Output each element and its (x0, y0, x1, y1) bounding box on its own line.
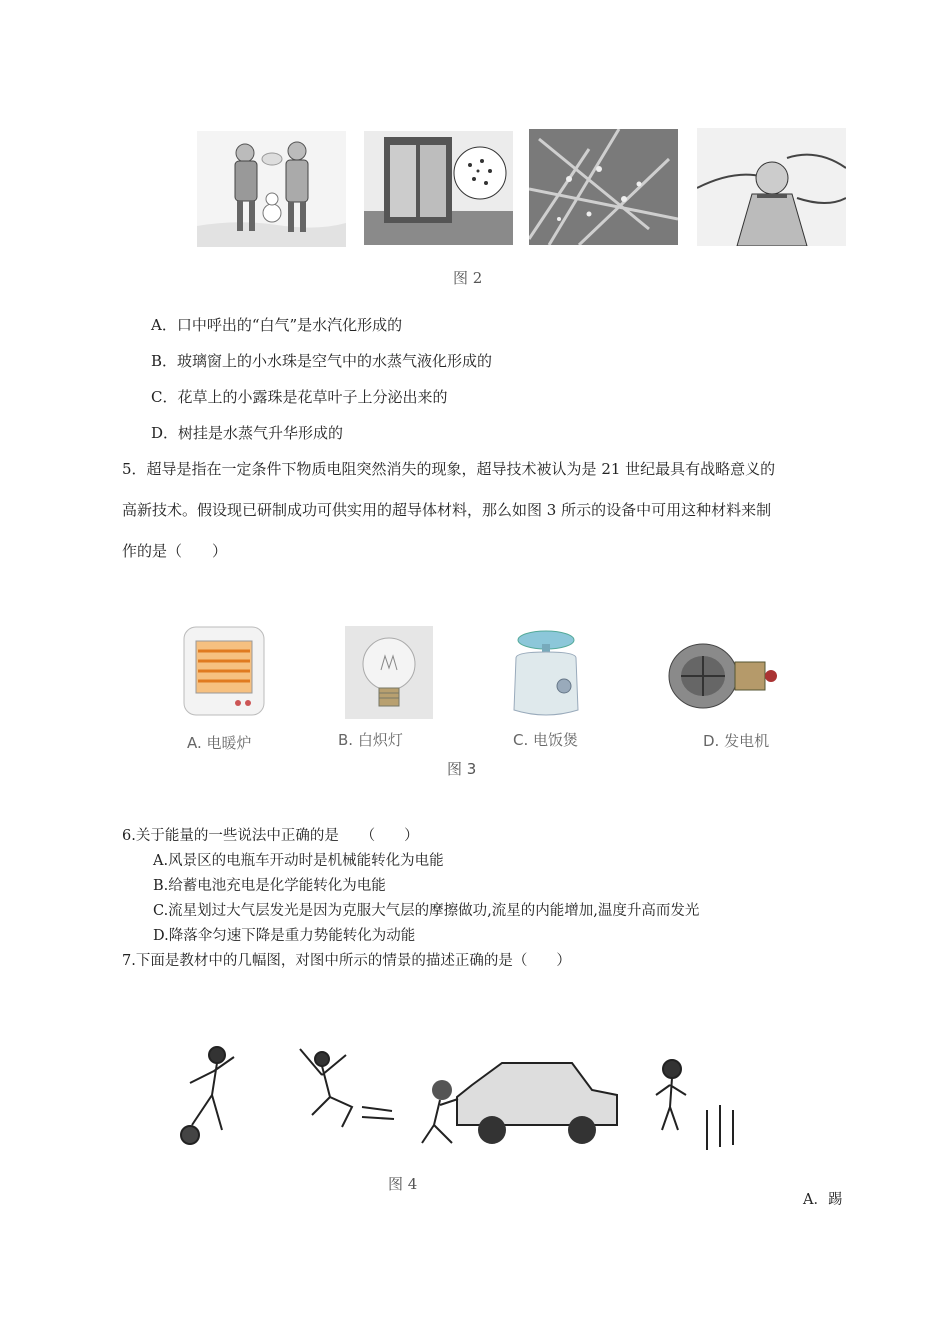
figure2-caption: 图 2 (453, 269, 483, 287)
q6-option-b: B.给蓄电池充电是化学能转化为电能 (153, 878, 386, 894)
rice-cooker-icon (502, 624, 588, 720)
long-jump-figure (300, 1049, 394, 1127)
device-label-d: D. 发电机 (703, 732, 770, 750)
q7-stem: 7.下面是教材中的几幅图，对图中所示的情景的描述正确的是（ ） (122, 953, 571, 969)
q6-stem: 6.关于能量的一些说法中正确的是 （ ） (122, 828, 419, 844)
heater-icon (180, 623, 268, 719)
q6-option-c: C.流星划过大气层发光是因为克服大气层的摩擦做功,流星的内能增加,温度升高而发光 (153, 903, 700, 919)
q7-trailing-option-text: A．踢 (803, 1192, 843, 1208)
q4-option-b: B．玻璃窗上的小水珠是空气中的水蒸气液化形成的 (151, 352, 493, 370)
q5-line-1: 5．超导是指在一定条件下物质电阻突然消失的现象，超导技术被认为是 21 世纪最具有战略意义的 (122, 460, 776, 478)
figure2-photo-breath (197, 131, 346, 247)
pogo-stick-figure (656, 1060, 733, 1150)
q4-option-d: D．树挂是水蒸气升华形成的 (151, 424, 344, 442)
q4-option-a: A．口中呼出的“白气”是水汽化形成的 (151, 316, 403, 334)
device-label-a: A. 电暖炉 (187, 734, 252, 752)
generator-icon (661, 632, 781, 720)
figure3-caption: 图 3 (447, 760, 477, 778)
figure2-photo-window (364, 131, 513, 245)
figure4-image (172, 1035, 762, 1160)
figure2-photo-rime (697, 128, 846, 246)
kicking-ball-figure (181, 1047, 234, 1144)
device-label-c: C. 电饭煲 (513, 731, 579, 749)
q4-option-c: C．花草上的小露珠是花草叶子上分泌出来的 (151, 388, 448, 406)
pushing-car-figure (422, 1063, 617, 1144)
figure4-caption: 图 4 (388, 1175, 418, 1193)
q6-option-d: D.降落伞匀速下降是重力势能转化为动能 (153, 928, 416, 944)
device-label-b: B. 白炽灯 (338, 731, 403, 749)
q5-line-3: 作的是（ ） (122, 542, 228, 560)
q6-option-a: A.风景区的电瓶车开动时是机械能转化为电能 (153, 853, 444, 869)
q5-line-2: 高新技术。假设现已研制成功可供实用的超导体材料，那么如图 3 所示的设备中可用这种材料来制 (122, 501, 772, 519)
figure2-photo-dew (529, 129, 678, 245)
light-bulb-icon (345, 626, 433, 719)
